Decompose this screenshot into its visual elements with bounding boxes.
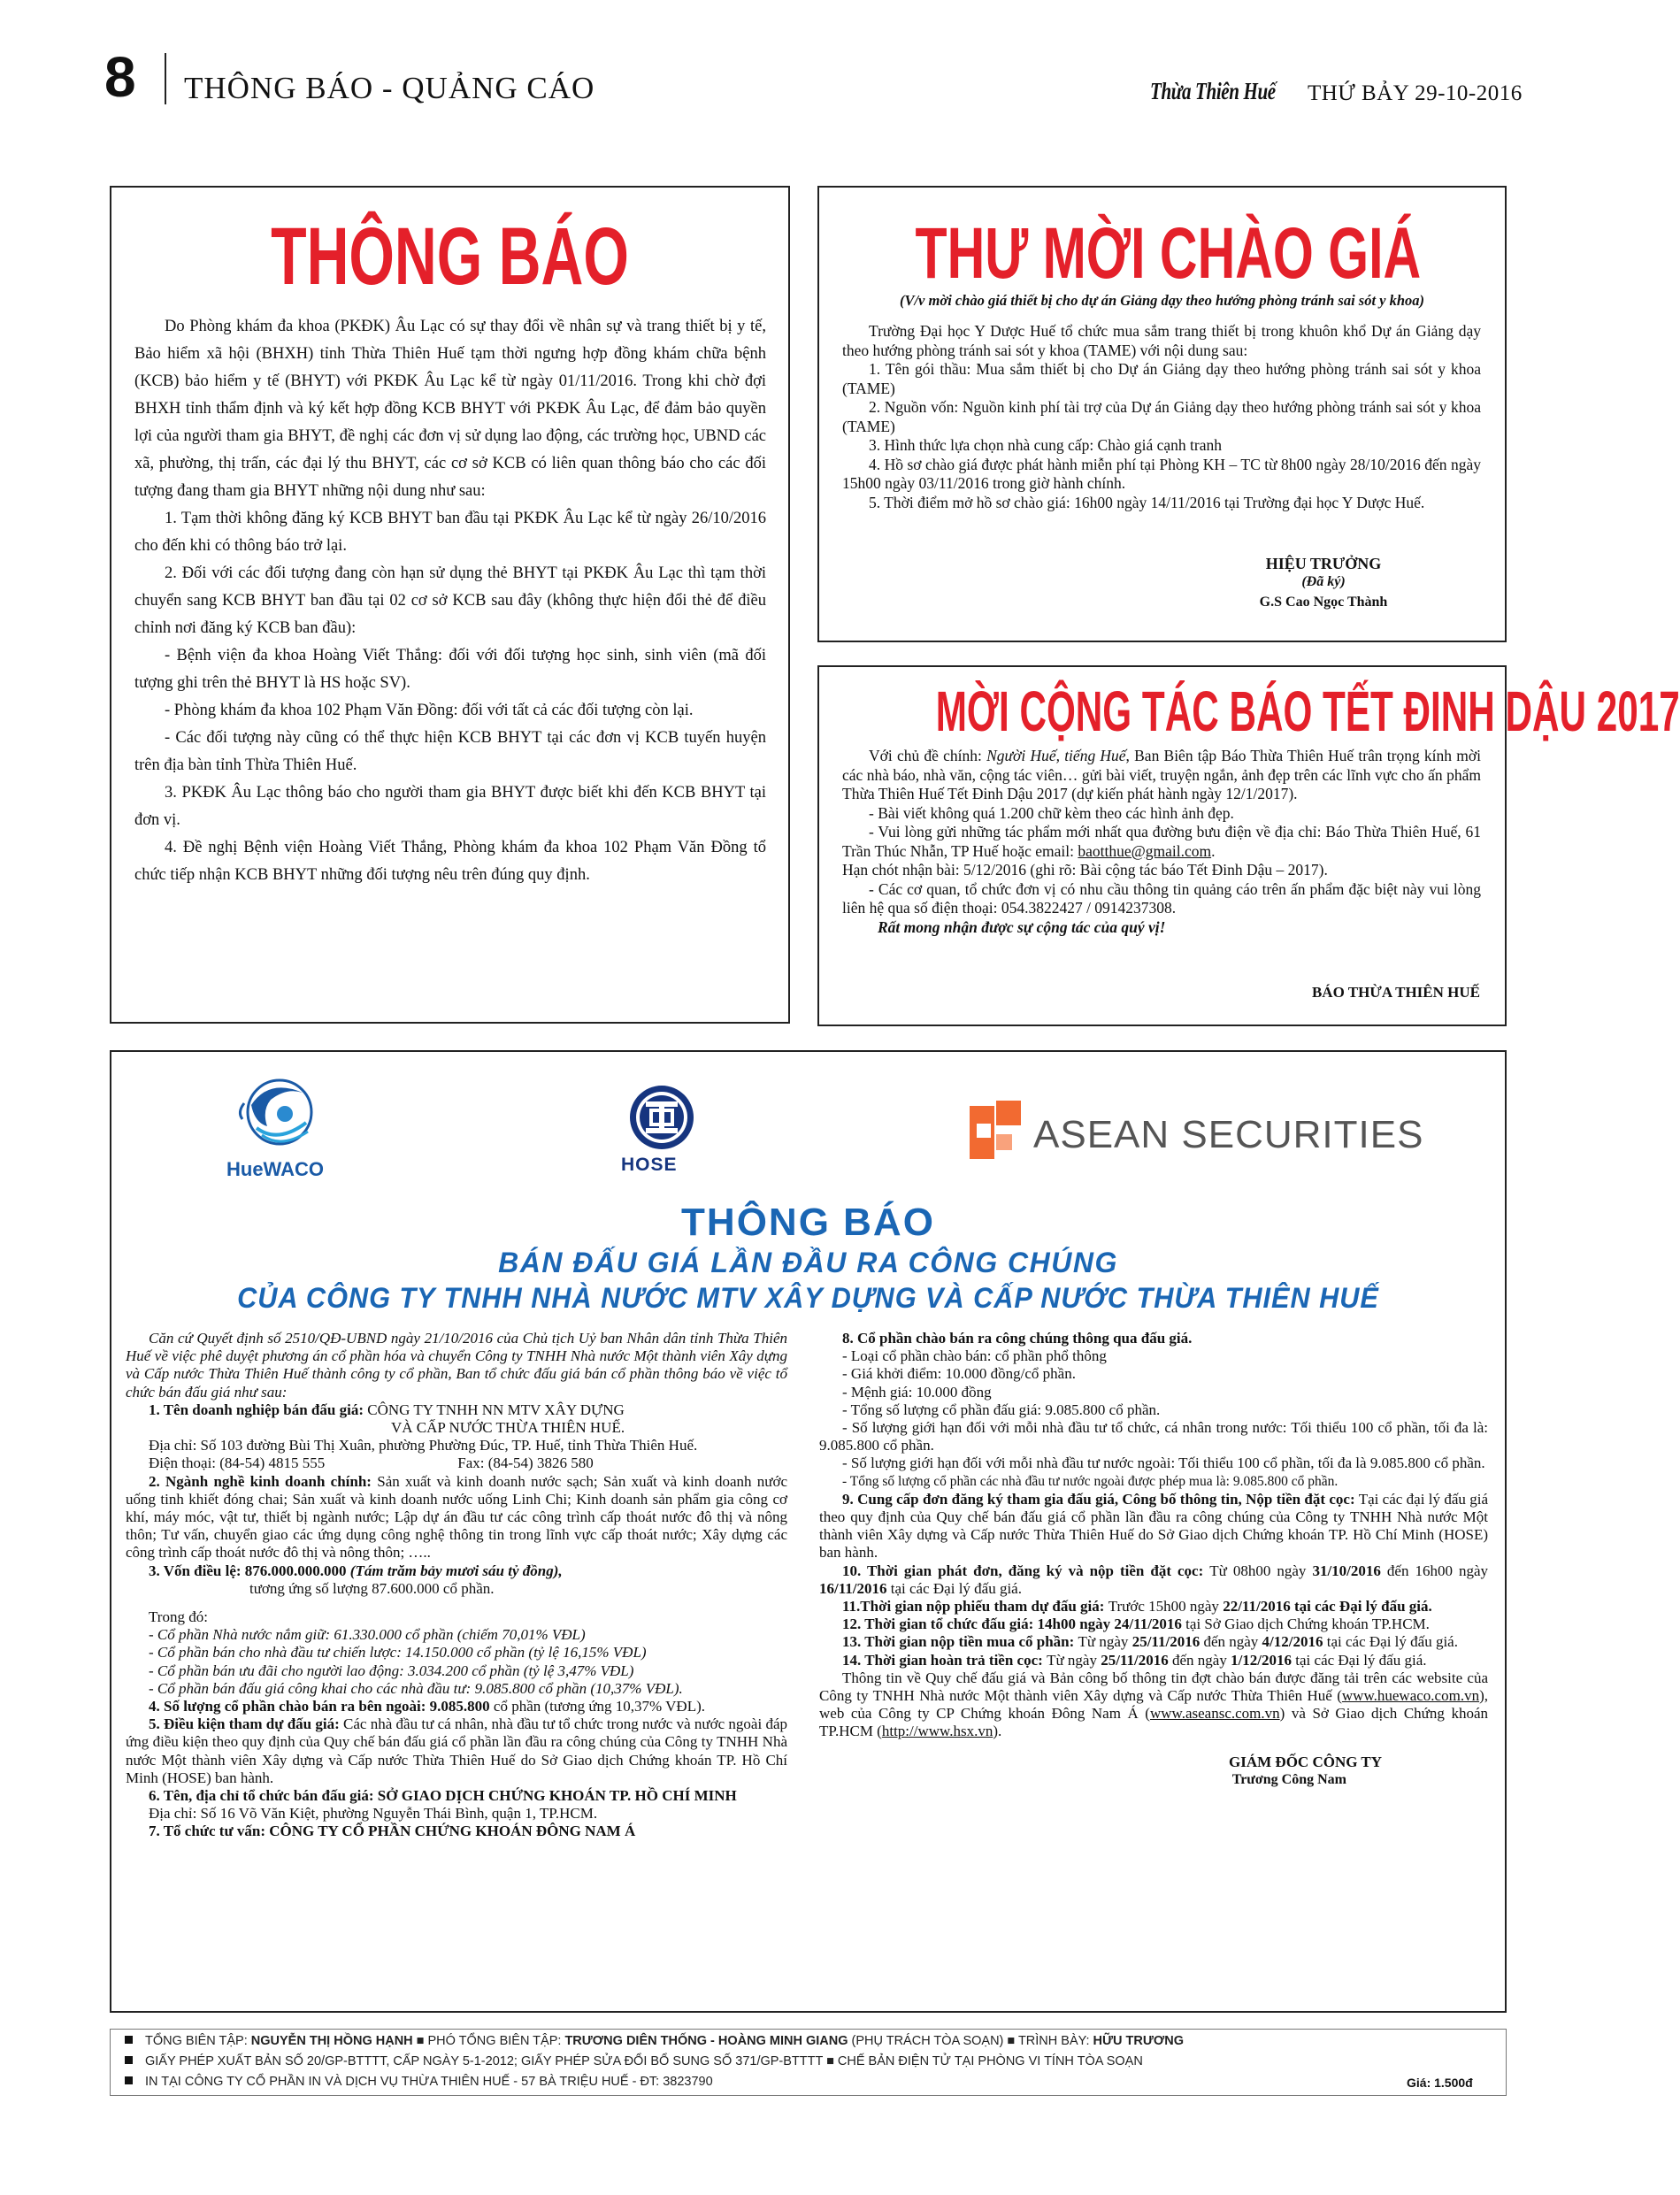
auction-title: THÔNG BÁO [681,1201,935,1244]
auction-signer-name: Trương Công Nam [1231,1771,1346,1787]
capital-item: - Cổ phần Nhà nước nắm giữ: 61.330.000 cổ phần (chiếm 70,01% VĐL) [149,1626,586,1644]
huewaco-website-link[interactable]: www.huewaco.com.vn [1341,1687,1480,1705]
section-label: 11.Thời gian nộp phiếu tham dự đấu giá: [842,1598,1108,1616]
layout-designer: HỮU TRƯƠNG [1093,2034,1185,2048]
auction-organizer-address: Địa chỉ: Số 16 Võ Văn Kiệt, phường Nguyễn Thái Bình, quận 1, TP.HCM. [149,1805,598,1823]
section-label: 3. Vốn điều lệ: 876.000.000.000 [149,1562,350,1579]
notice-insurance [110,186,790,1024]
share-item: - Tổng số lượng cổ phần các nhà đầu tư nước ngoài được phép mua là: 9.085.800 cổ phần. [842,1473,1339,1489]
email-link[interactable]: baotthue@gmail.com [1078,841,1212,860]
colophon [110,2029,1507,2096]
notice-auction [110,1050,1507,2013]
text-run: Trước 15h00 ngày [1108,1598,1224,1616]
auction-intro: Căn cứ Quyết định số 2510/QĐ-UBND ngày 21/10/2016 của Chủ tịch Uỷ ban Nhân dân tỉnh Thừa Thiên Huế về việc phê duyệt phương án cổ phần hóa và chuyển Công ty TNHH Nhà nước Một thành viên Xây dựng và Cấp nước Thừa Thiên Huế thành công ty cổ phần, Ban tổ chức đấu giá bán cổ phần thông báo về việc tổ chức bán đấu giá như sau: [126,1330,787,1401]
paragraph: 3. Hình thức lựa chọn nhà cung cấp: Chào giá cạnh tranh [869,436,1222,454]
notice-collaboration-title: MỜI CỘNG TÁC BÁO TẾT ĐINH DẬU 2017 [935,679,1680,743]
section-label: 9. Cung cấp đơn đăng ký tham gia đấu giá, Công bố thông tin, Nộp tiền đặt cọc: [842,1490,1355,1508]
asean-emblem-icon [970,1101,1032,1171]
company-address: Địa chỉ: Số 103 đường Bùi Thị Xuân, phường Phường Đúc, TP. Huế, tỉnh Thừa Thiên Huế. [149,1437,698,1454]
section-label: 2. Ngành nghề kinh doanh chính: [149,1472,378,1490]
text-run: IN TẠI CÔNG TY CỔ PHẦN IN VÀ DỊCH VỤ THỪA THIÊN HUẾ - 57 BÀ TRIỆU HUẾ - ĐT: 3823790 [145,2075,713,2089]
bullet-square-icon [125,2036,133,2044]
text-run: đến ngày [1168,1651,1231,1669]
capital-item: - Cổ phần bán đấu giá công khai cho các nhà đầu tư: 9.085.800 cổ phần (10,37% VĐL). [149,1679,683,1697]
section-label: 5. Điều kiện tham dự đấu giá: [149,1715,344,1733]
colophon-line-3 [125,2075,713,2089]
company-name-1: CÔNG TY TNHH NN MTV XÂY DỰNG [367,1401,625,1418]
auction-right-column [819,1330,1488,1789]
capital-words: (Tám trăm bảy mươi sáu tỷ đồng), [349,1562,563,1579]
date-value: 25/11/2016 [1132,1633,1201,1651]
date-value: 16/11/2016 [819,1579,887,1597]
bullet-square-icon [125,2056,133,2064]
text-run: Thông tin về Quy chế đấu giá và Bản công bố thông tin đợt chào bán được đăng tải trên các website của Công ty TNHH Nhà nước Một thành viên Xây dựng và Cấp nước Thừa Thiên Huế ( [819,1669,1488,1705]
company-name-2: VÀ CẤP NƯỚC THỪA THIÊN HUẾ. [391,1419,625,1437]
huewaco-emblem-icon [216,1070,349,1158]
section-1 [126,1401,787,1419]
auction-left-column [126,1330,787,1841]
section-12 [819,1616,1488,1633]
paragraph: 1. Tên gói thầu: Mua sắm thiết bị cho Dự án Giảng dạy theo hướng phòng tránh sai sót y khoa (TAME) [842,360,1481,397]
section-13 [819,1633,1488,1651]
asean-name: ASEAN SECURITIES [1033,1113,1424,1156]
masthead: Thừa Thiên Huế [1150,78,1276,104]
paragraph: - Vui lòng gửi những tác phẩm mới nhất qua đường bưu điện về địa chỉ: Báo Thừa Thiên Huế, 61 Trần Thúc Nhẫn, TP Huế hoặc email: baotthue@gmail.com. [842,823,1481,860]
text-run: TỔNG BIÊN TẬP: [145,2034,251,2048]
section-11 [819,1598,1488,1616]
intro-theme: Người Huế, tiếng Huế [986,747,1126,764]
paragraph: Trường Đại học Y Dược Huế tổ chức mua sắm trang thiết bị trong khuôn khổ Dự án Giảng dạy theo hướng phòng tránh sai sót y khoa (TAME) với nội dung sau: [842,322,1481,359]
paragraph: - Các cơ quan, tổ chức đơn vị có nhu cầu thông tin quảng cáo trên ấn phẩm đặc biệt này vui lòng liên hệ qua số điện thoại: 054.3822427 / 0914237308. [842,879,1481,917]
auction-subtitle-1: BÁN ĐẤU GIÁ LẦN ĐẦU RA CÔNG CHÚNG [498,1247,1118,1278]
notice-collaboration-body [842,747,1481,937]
text-run: GIẤY PHÉP XUẤT BẢN SỐ 20/GP-BTTTT, CẤP NGÀY 5-1-2012; GIẤY PHÉP SỬA ĐỔI BỔ SUNG SỐ 371/GP-BTTTT ■ CHẾ BẢN ĐIỆN TỬ TẠI PHÒNG VI TÍNH TÒA SOẠN [145,2054,1143,2068]
section-3 [126,1562,787,1580]
paragraph: Do Phòng khám đa khoa (PKĐK) Âu Lạc có sự thay đổi về nhân sự và trang thiết bị y tế, Bảo hiểm xã hội (BHXH) tỉnh Thừa Thiên Huế tạm thời ngưng hợp đồng khám chữa bệnh (KCB) bảo hiểm y tế (BHYT) với PKĐK Âu Lạc kể từ ngày 01/11/2016. Trong khi chờ đợi BHXH tỉnh thẩm định và ký kết hợp đồng KCB BHYT với PKĐK Âu Lạc, để đảm bảo quyền lợi của người tham gia BHYT, đề nghị các đơn vị sử dụng lao động, các trường học, UBND các xã, phường, thị trấn, các đại lý thu BHYT, các cơ sở KCB có liên quan thông báo cho các đối tượng đang tham gia BHYT những nội dung như sau: [134,318,766,500]
section-9 [819,1491,1488,1562]
info-paragraph [819,1669,1488,1741]
notice-insurance-body [134,313,766,889]
paragraph: 4. Đề nghị Bệnh viện Hoàng Viết Thắng, Phòng khám đa khoa 102 Phạm Văn Đồng tổ chức tiếp nhận KCB BHYT những đối tượng nêu trên đúng quy định. [134,839,766,884]
section-label: 10. Thời gian phát đơn, đăng ký và nộp tiền đặt cọc: [842,1562,1210,1579]
section-title: THÔNG BÁO - QUẢNG CÁO [184,71,595,105]
editor-in-chief: NGUYỄN THỊ HỒNG HẠNH [250,2034,413,2048]
capital-item: - Cổ phần bán ưu đãi cho người lao động: 3.034.200 cổ phần (tỷ lệ 3,47% VĐL) [149,1662,634,1679]
section-label: 1. Tên doanh nghiệp bán đấu giá: [149,1401,368,1418]
paragraph: - Bệnh viện đa khoa Hoàng Viết Thắng: đối với đối tượng học sinh, sinh viên (mã đối tượng ghi trên thẻ BHYT là HS hoặc SV). [134,647,766,692]
hose-logo [616,1080,713,1178]
text-run: tại các Đại lý đấu giá. [1292,1651,1427,1669]
aseansc-website-link[interactable]: www.aseansc.com.vn [1149,1705,1280,1723]
date-value: 4/12/2016 [1262,1633,1323,1651]
paragraph [842,747,1481,804]
text-run: Từ 08h00 ngày [1209,1562,1313,1579]
section-label: 13. Thời gian nộp tiền mua cổ phần: [842,1633,1078,1651]
intro-rest: , Ban Biên tập Báo Thừa Thiên Huế trân trọng kính mời các nhà báo, nhà văn, cộng tác viên… gửi bài viết, truyện ngắn, ảnh đẹp trên các lĩnh vực cho ấn phẩm Thừa Thiên Huế Tết Đinh Dậu 2017 (dự kiến phát hành ngày 12/1/2017). [842,747,1481,802]
paragraph: 3. PKĐK Âu Lạc thông báo cho người tham gia BHYT được biết khi đến KCB BHYT tại đơn vị. [134,784,766,829]
date-value: 22/11/2016 tại các Đại lý đấu giá. [1223,1598,1432,1616]
section-10 [819,1562,1488,1598]
section-8: 8. Cổ phần chào bán ra công chúng thông qua đấu giá. [842,1330,1193,1347]
send-address: - Vui lòng gửi những tác phẩm mới nhất qua đường bưu điện về địa chỉ: Báo Thừa Thiên Huế, 61 Trần Thúc Nhẫn, TP Huế hoặc email: [842,823,1481,860]
section-4 [126,1698,787,1715]
section-text: tại Sở Giao dịch Chứng khoán TP.HCM. [1181,1616,1430,1633]
section-label: 4. Số lượng cổ phần chào bán ra bên ngoài: 9.085.800 [149,1698,490,1715]
closing-line: Rất mong nhận được sự cộng tác của quý vị! [878,917,1166,936]
hose-emblem-icon [616,1080,713,1156]
notice-quotation-body [842,322,1481,512]
section-6: 6. Tên, địa chỉ tổ chức bán đấu giá: SỞ GIAO DỊCH CHỨNG KHOÁN TP. HỒ CHÍ MINH [149,1787,737,1805]
colophon-line-2 [125,2054,1143,2068]
notice-insurance-title: THÔNG BÁO [271,211,629,302]
notice-quotation-title: THƯ MỜI CHÀO GIÁ [915,213,1422,294]
share-item: - Giá khởi điểm: 10.000 đồng/cổ phần. [842,1365,1076,1383]
section-text: Sản xuất và kinh doanh nước sạch; Sản xuất và kinh doanh nước uống tinh khiết đóng chai; Sản xuất và kinh doanh nước uống Linh Chi; Kinh doanh sản phẩm gia công cơ khí, máy móc, vật tư, thiết bị ngành nước; Lập dự án đầu tư các công trình cấp thoát nước đô thị và nông thôn; Tư vấn, chuyển giao các ứng dụng công nghệ thông tin trong lĩnh vực cấp thoát nước; Xây dựng các công trình cấp thoát nước đô thị và nông thôn; ….. [126,1472,788,1562]
share-item: - Số lượng giới hạn đối với mỗi nhà đầu tư tổ chức, cá nhân trong nước: Tối thiểu 100 cổ phần, tối đa là: 9.085.800 cổ phần. [819,1419,1488,1454]
paragraph: - Các đối tượng này cũng có thể thực hiện KCB BHYT tại các đơn vị KCB tuyến huyện trên địa bàn tỉnh Thừa Thiên Huế. [134,729,766,774]
text-run: đến ngày [1200,1633,1262,1651]
notice-collaboration [817,665,1680,1026]
section-7: 7. Tổ chức tư vấn: CÔNG TY CỔ PHẦN CHỨNG KHOÁN ĐÔNG NAM Á [149,1823,636,1840]
colophon-line-1 [125,2034,1184,2048]
asean-securities-logo [970,1101,1430,1171]
date-value: 25/11/2016 [1101,1651,1169,1669]
bullet-square-icon [125,2076,133,2084]
section-label: 12. Thời gian tổ chức đấu giá: 14h00 ngày 24/11/2016 [842,1616,1182,1633]
share-item: - Mệnh giá: 10.000 đồng [842,1383,992,1401]
hose-name: HOSE [621,1155,678,1175]
text-run: (PHỤ TRÁCH TÒA SOẠN) ■ TRÌNH BÀY: [848,2034,1093,2048]
text-run: ). [993,1723,1002,1740]
company-fax: Fax: (84-54) 3826 580 [457,1454,594,1472]
text-run: ) và Sở Giao dịch Chứng khoán TP.HCM ( [819,1705,1488,1740]
huewaco-logo [216,1070,349,1180]
text-run: Từ ngày [1078,1633,1132,1651]
text-run: tại các Đại lý đấu giá. [1323,1633,1458,1651]
auction-subtitle-2: CỦA CÔNG TY TNHH NHÀ NƯỚC MTV XÂY DỰNG VÀ CẤP NƯỚC THỪA THIÊN HUẾ [237,1282,1379,1314]
hsx-website-link[interactable]: http://www.hsx.vn [881,1723,993,1740]
section-2 [126,1473,787,1562]
section-5 [126,1715,787,1787]
intro-lead: Với chủ đề chính: [869,747,987,764]
page-number: 8 [104,45,136,109]
signed-note: (Đã ký) [1301,574,1346,589]
text-run: tại các Đại lý đấu giá. [886,1579,1022,1597]
text-run: đến 16h00 ngày [1380,1562,1489,1579]
paragraph: - Phòng khám đa khoa 102 Phạm Văn Đồng: đối với tất cả các đối tượng còn lại. [165,702,694,719]
share-item: - Loại cổ phần chào bán: cổ phần phổ thông [842,1347,1107,1365]
paragraph: 2. Nguồn vốn: Nguồn kinh phí tài trợ của Dự án Giảng dạy theo hướng phòng tránh sai sót y khoa (TAME) [842,398,1481,435]
capital-breakdown-label: Trong đó: [149,1608,208,1626]
paragraph: 4. Hồ sơ chào giá được phát hành miễn phí tại Phòng KH – TC từ 8h00 ngày 28/10/2016 đến ngày 15h00 ngày 03/11/2016 trong giờ hành chính. [842,455,1481,492]
text-run: ), web của Công ty CP Chứng khoán Đông Nam Á ( [819,1687,1488,1723]
header-divider [165,53,166,104]
capital-shares: tương ứng số lượng 87.600.000 cổ phần. [249,1579,495,1597]
section-text: Tại các đại lý đấu giá theo quy định của Quy chế bán đấu giá cổ phần lần đầu ra công chúng của Công ty TNHH Nhà nước Một thành viên Xây dựng và Cấp nước Thừa Thiên Huế do Sở Giao dịch Chứng khoán TP. Hồ Chí Minh (HOSE) ban hành. [819,1490,1488,1562]
auction-signer-title: GIÁM ĐỐC CÔNG TY [1229,1753,1382,1770]
issue-date: THỨ BẢY 29-10-2016 [1308,81,1523,105]
paragraph: 5. Thời điểm mở hồ sơ chào giá: 16h00 ngày 14/11/2016 tại Trường đại học Y Dược Huế. [869,493,1425,511]
text-run: ■ PHÓ TỔNG BIÊN TẬP: [412,2034,565,2048]
notice-quotation [817,186,1507,642]
signer-title: HIỆU TRƯỞNG [1265,555,1382,572]
notice-collaboration-signature: BÁO THỪA THIÊN HUẾ [1311,984,1480,1001]
share-item: - Tổng số lượng cổ phần đấu giá: 9.085.800 cổ phần. [842,1401,1161,1418]
paragraph: 1. Tạm thời không đăng ký KCB BHYT ban đầu tại PKĐK Âu Lạc kể từ ngày 26/10/2016 cho đến khi có thông báo trở lại. [134,510,766,555]
price-label: Giá: 1.500đ [1407,2076,1473,2090]
share-item: - Số lượng giới hạn đối với mỗi nhà đầu tư nước ngoài: Tối thiểu 100 cổ phần, tối đa là 9.085.800 cổ phần. [842,1454,1485,1472]
paragraph: Hạn chót nhận bài: 5/12/2016 (ghi rõ: Bài cộng tác báo Tết Đinh Dậu – 2017). [842,861,1328,879]
company-contact [126,1454,787,1472]
section-14 [819,1652,1488,1669]
notice-quotation-subtitle: (V/v mời chào giá thiết bị cho dự án Giảng dạy theo hướng phòng tránh sai sót y khoa) [899,292,1425,309]
deputy-editors: TRƯƠNG DIÊN THỐNG - HOÀNG MINH GIANG [564,2034,848,2048]
signer-name: G.S Cao Ngọc Thành [1259,595,1388,610]
section-text: Các nhà đầu tư cá nhân, nhà đầu tư tổ chức trong nước và nước ngoài đáp ứng điều kiện theo quy định của Quy chế bán đấu giá cổ phần lần đầu ra công chúng của Công ty TNHH Nhà nước Một thành viên Xây dựng và Cấp nước Thừa Thiên Huế do Sở Giao dịch Chứng khoán TP. Hồ Chí Minh (HOSE) ban hành. [126,1715,787,1786]
section-text: cổ phần (tương ứng 10,37% VĐL). [489,1698,706,1715]
paragraph: - Bài viết không quá 1.200 chữ kèm theo các hình ảnh đẹp. [869,803,1234,822]
date-value: 31/10/2016 [1312,1562,1381,1579]
company-phone: Điện thoại: (84-54) 4815 555 [149,1454,326,1472]
text-run: Từ ngày [1047,1651,1101,1669]
paragraph: 2. Đối với các đối tượng đang còn hạn sử dụng thẻ BHYT tại PKĐK Âu Lạc thì tạm thời chuyển sang KCB BHYT ban đầu tại 02 cơ sở KCB sau đây (không thực hiện đổi thẻ để điều chỉnh nơi đăng ký KCB ban đầu): [134,564,766,637]
section-label: 14. Thời gian hoàn trả tiền cọc: [842,1651,1047,1669]
capital-item: - Cổ phần bán cho nhà đầu tư chiến lược: 14.150.000 cổ phần (tỷ lệ 16,15% VĐL) [149,1644,647,1662]
date-value: 1/12/2016 [1231,1651,1293,1669]
huewaco-name: HueWACO [226,1158,324,1180]
